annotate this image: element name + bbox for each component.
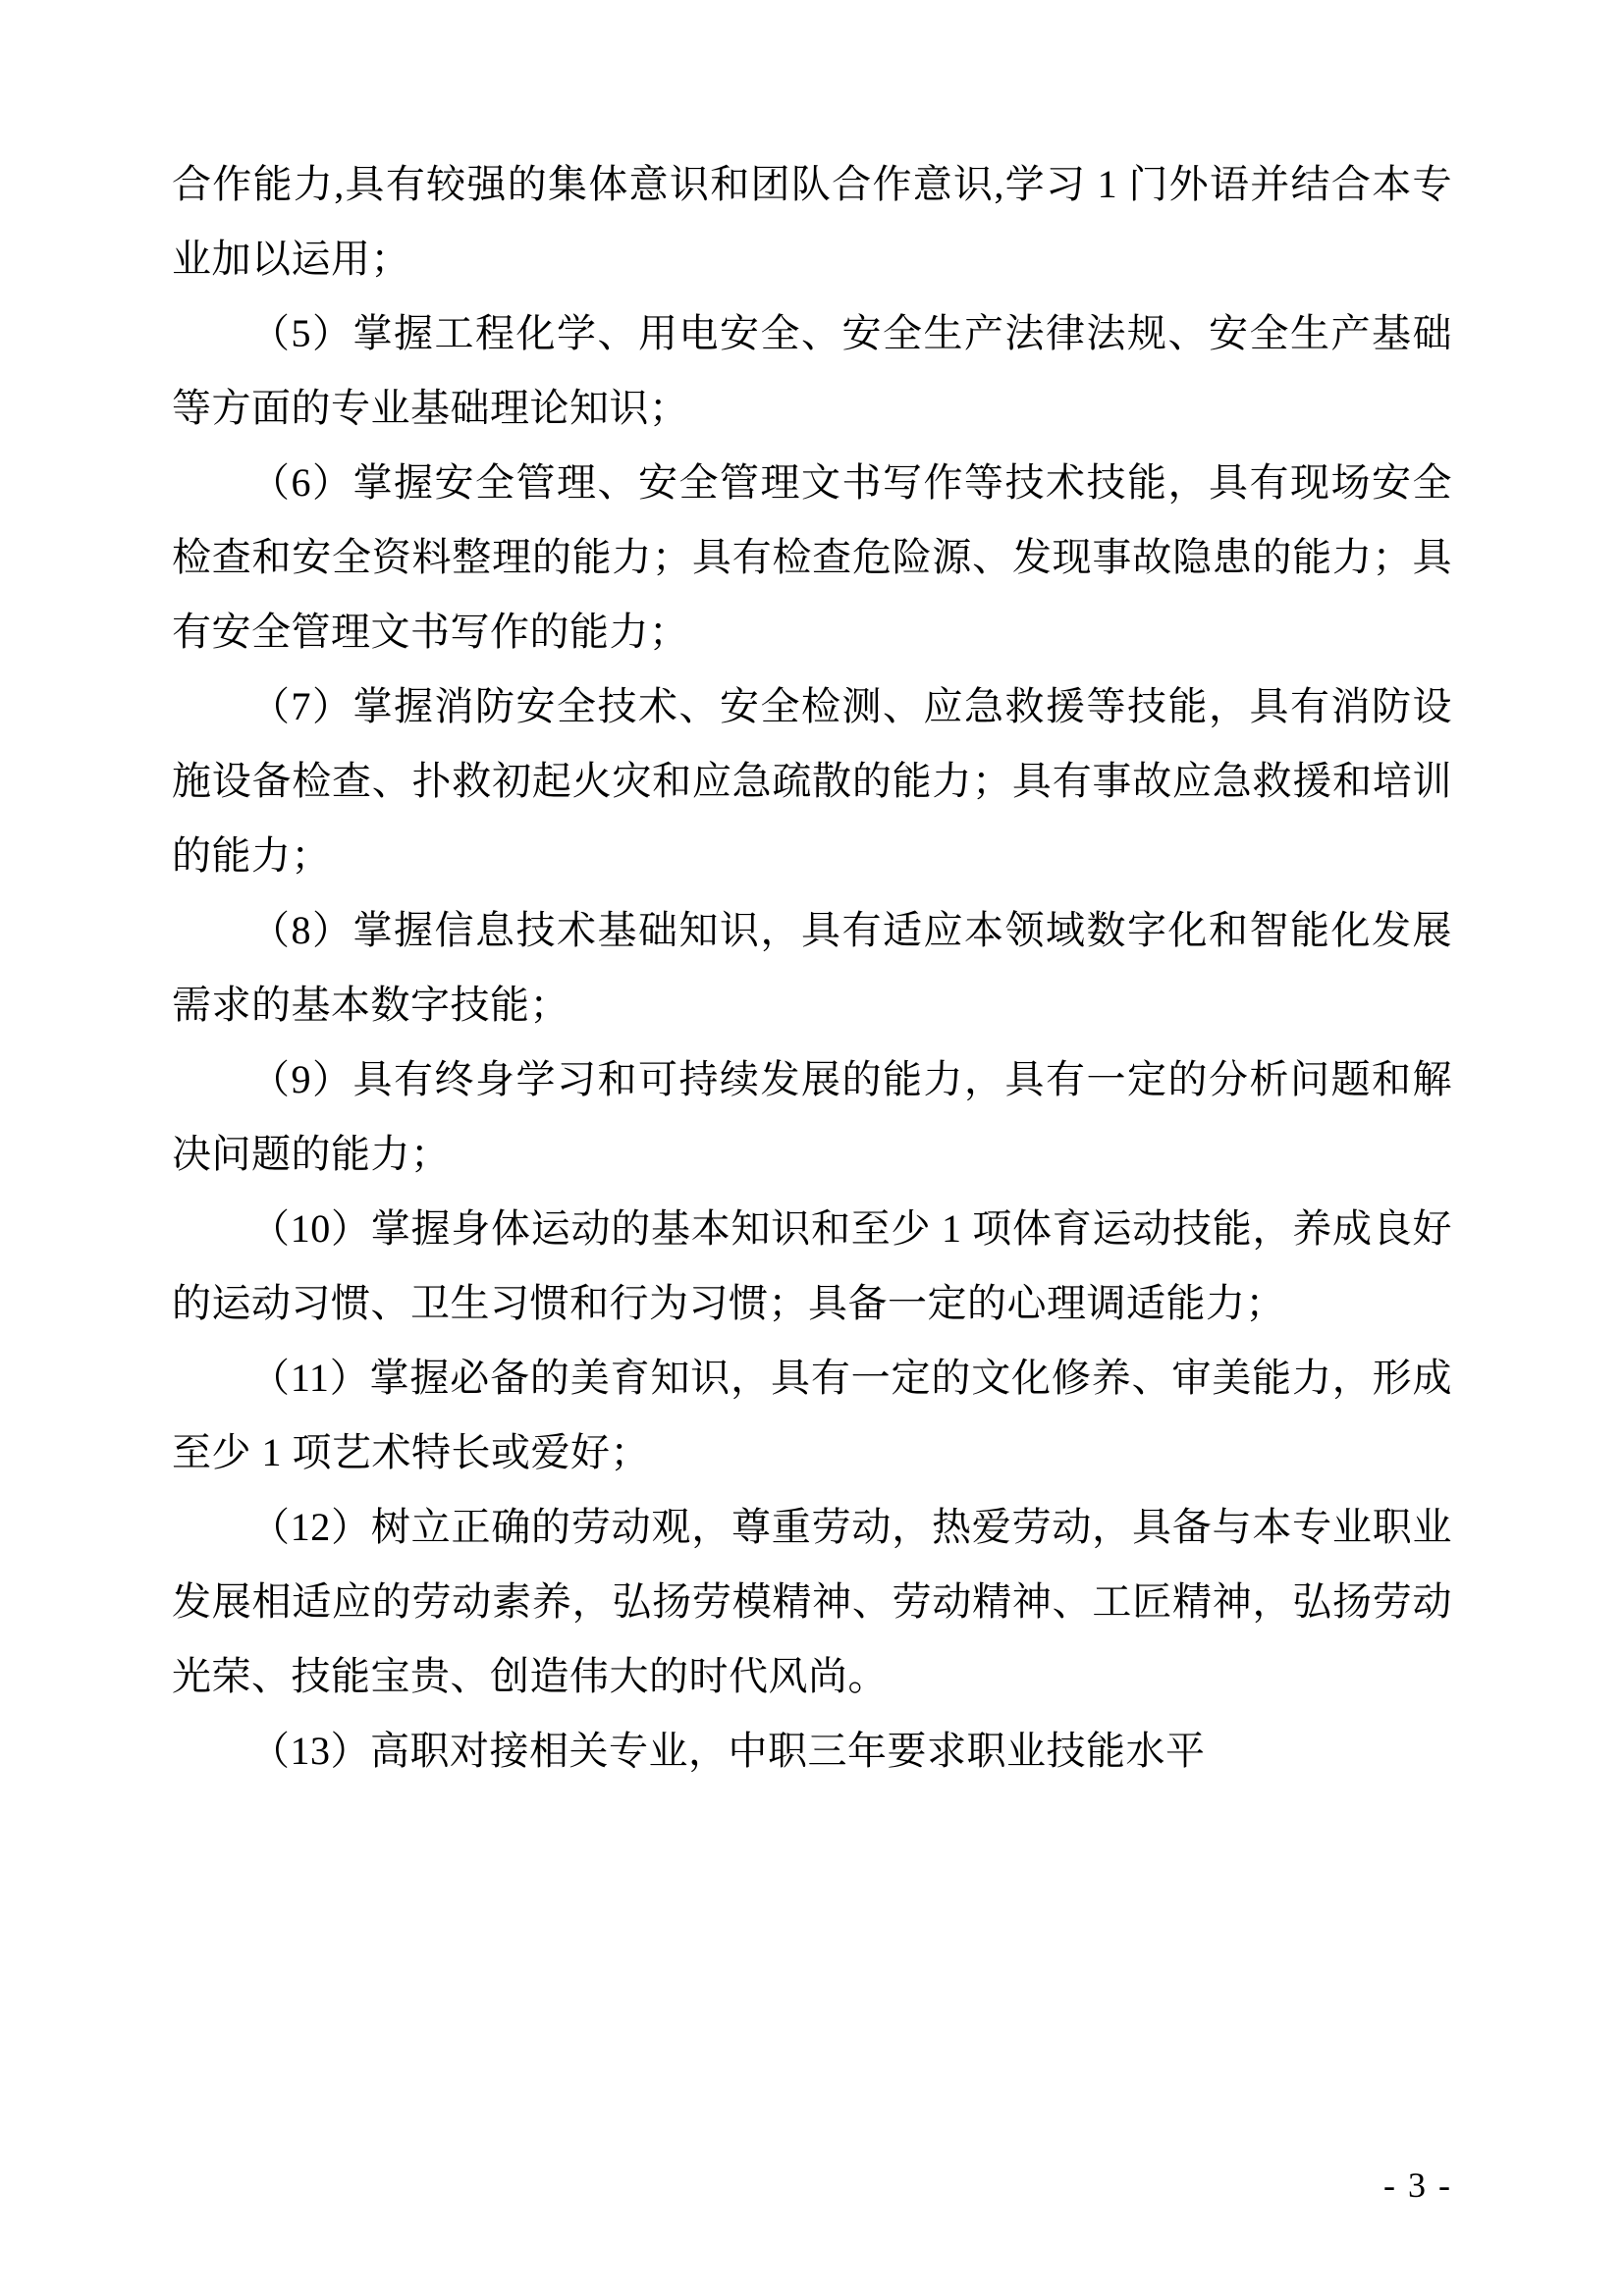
paragraph-item-7: （7）掌握消防安全技术、安全检测、应急救援等技能，具有消防设施设备检查、扑救初起火灾和应急疏散的能力；具有事故应急救援和培训的能力； xyxy=(172,684,1452,878)
paragraph-item-6: （6）掌握安全管理、安全管理文书写作等技术技能，具有现场安全检查和安全资料整理的能力；具有检查危险源、发现事故隐患的能力；具有安全管理文书写作的能力； xyxy=(172,460,1452,654)
paragraph-item-12: （12）树立正确的劳动观，尊重劳动，热爱劳动，具备与本专业职业发展相适应的劳动素养，弘扬劳模精神、劳动精神、工匠精神，弘扬劳动光荣、技能宝贵、创造伟大的时代风尚。 xyxy=(172,1505,1452,1698)
paragraph-item-5: （5）掌握工程化学、用电安全、安全生产法律法规、安全生产基础等方面的专业基础理论知识； xyxy=(172,311,1452,430)
paragraph-item-13: （13）高职对接相关专业，中职三年要求职业技能水平 xyxy=(250,1729,1206,1773)
paragraph-item-11: （11）掌握必备的美育知识，具有一定的文化修养、审美能力，形成至少 1 项艺术特长或爱好； xyxy=(172,1356,1452,1474)
paragraph-item-10: （10）掌握身体运动的基本知识和至少 1 项体育运动技能，养成良好的运动习惯、卫生习惯和行为习惯；具备一定的心理调适能力； xyxy=(172,1206,1452,1325)
paragraph-item-9: （9）具有终身学习和可持续发展的能力，具有一定的分析问题和解决问题的能力； xyxy=(172,1057,1452,1176)
paragraph-item-8: （8）掌握信息技术基础知识，具有适应本领域数字化和智能化发展需求的基本数字技能； xyxy=(172,908,1452,1027)
page-number: - 3 - xyxy=(1383,2165,1452,2205)
document-body xyxy=(172,147,1452,1789)
paragraph-continuation: 合作能力,具有较强的集体意识和团队合作意识,学习 1 门外语并结合本专业加以运用； xyxy=(172,162,1452,281)
